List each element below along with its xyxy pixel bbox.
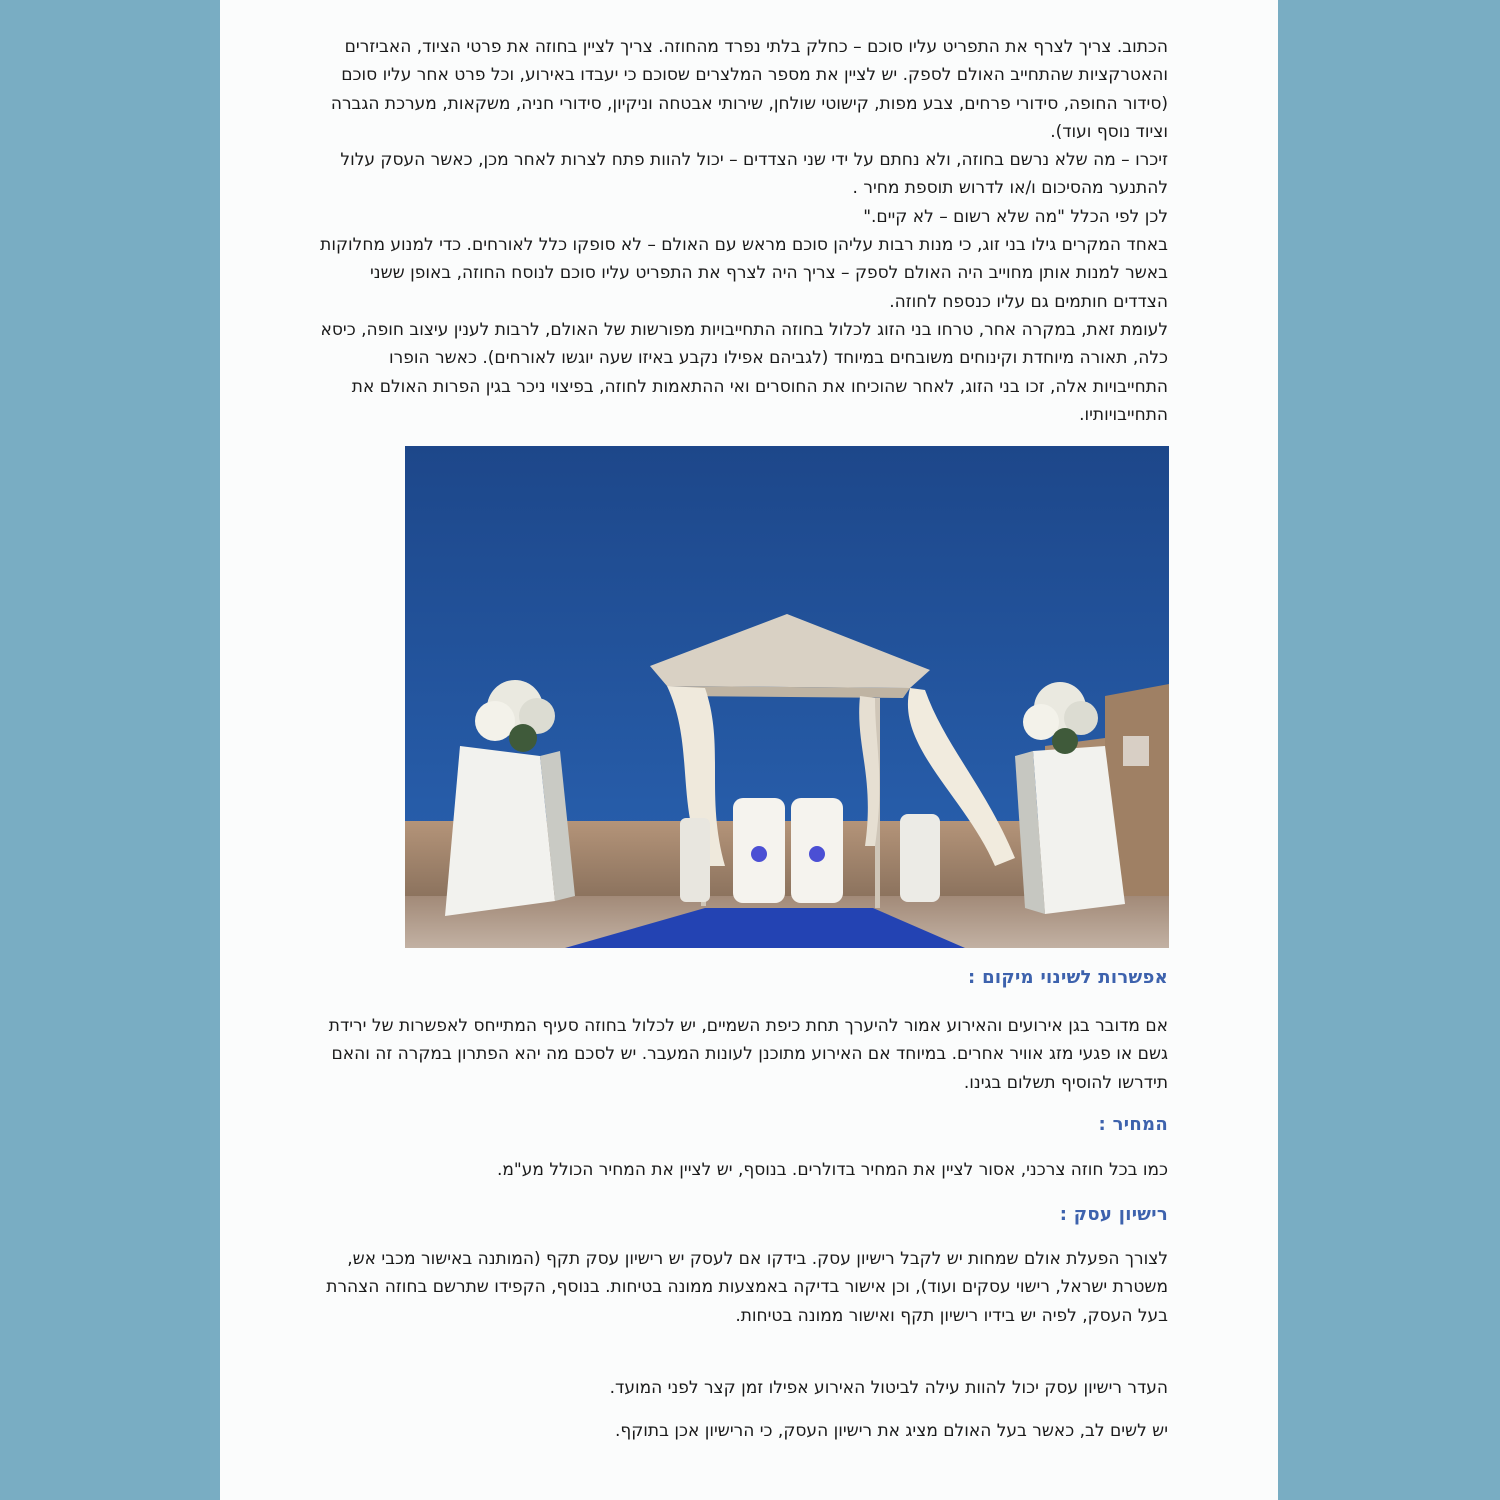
section-body-license: לצורך הפעלת אולם שמחות יש לקבל רישיון עסק. בידקו אם לעסק יש רישיון עסק תקף (המותנה באישור מכבי אש, משטרת ישראל, רישוי עסקים ועוד), וכן אישור בדיקה באמצעות ממונה בטיחות. בנוסף, הקפידו שתרשם בחוזה הצהרת בעל העסק, לפיה יש בידיו רישיון תקף ואישור ממונה בטיחות. <box>326 1249 1168 1326</box>
section-heading-price: המחיר : <box>1098 1114 1168 1135</box>
section-body-location: אם מדובר בגן אירועים והאירוע אמור להיערך תחת כיפת השמיים, יש לכלול בחוזה סעיף המתייחס לאפשרות של ירידת גשם או פגעי מזג אוויר אחרים. במיוחד אם האירוע מתוכנן לעונות המעבר. יש לסכם מה יהא הפתרון במקרה זה והאם תידרשו להוסיף תשלום בגינו. <box>328 1016 1168 1093</box>
section-body-license: העדר רישיון עסק יכול להוות עילה לביטול האירוע אפילו זמן קצר לפני המועד. <box>609 1378 1168 1398</box>
section-heading-location: אפשרות לשינוי מיקום : <box>968 967 1168 988</box>
paragraph: לכן לפי הכלל "מה שלא רשום – לא קיים." <box>863 206 1168 227</box>
section-body-license: יש לשים לב, כאשר בעל האולם מציג את רישיון העסק, כי הרישיון אכן בתוקף. <box>614 1421 1168 1441</box>
document-page <box>220 0 1278 1500</box>
paragraph: זיכרו – מה שלא נרשם בחוזה, ולא נחתם על ידי שני הצדדים – יכול להוות פתח לצרות לאחר מכן, כאשר העסק עלול להתנער מהסיכום ו/או לדרוש תוספת מחיר . <box>340 150 1168 199</box>
section-heading-license: רישיון עסק : <box>1059 1204 1168 1225</box>
wedding-canopy-photo <box>405 446 1169 948</box>
section-body-price: כמו בכל חוזה צרכני, אסור לציין את המחיר בדולרים. בנוסף, יש לציין את המחיר הכולל מע"מ. <box>496 1160 1168 1180</box>
intro-text <box>315 33 1168 429</box>
paragraph: הכתוב. צריך לצרף את התפריט עליו סוכם – כחלק בלתי נפרד מהחוזה. צריך לציין בחוזה את פרטי הציוד, האביזרים והאטרקציות שהתחייב האולם לספק. יש לציין את מספר המלצרים שסוכם כי יעבדו באירוע, וכל פרט אחר עליו סוכם (סידור החופה, סידורי פרחים, צבע מפות, קישוטי שולחן, שירותי אבטחה וניקיון, סידורי חניה, משקאות, מערכת הגברה וציוד נוסף ועוד). <box>330 37 1168 142</box>
paragraph: באחד המקרים גילו בני זוג, כי מנות רבות עליהן סוכם מראש עם האולם – לא סופקו כלל לאורחים. כדי למנוע מחלוקות באשר למנות אותן מחוייב היה האולם לספק – צריך היה לצרף את התפריט עליו סוכם לנוסח החוזה, באופן ששני הצדדים חותמים גם עליו כנספח לחוזה. <box>320 235 1168 312</box>
paragraph: לעומת זאת, במקרה אחר, טרחו בני הזוג לכלול בחוזה התחייבויות מפורשות של האולם, לרבות לענין עיצוב חופה, כיסא כלה, תאורה מיוחדת וקינוחים משובחים במיוחד (לגביהם אפילו נקבע באיזו שעה יוגשו לאורחים). כאשר הופרו התחייבויות אלה, זכו בני הזוג, לאחר שהוכיחו את החוסרים ואי ההתאמות לחוזה, בפיצוי ניכר בגין הפרות האולם את התחייבויותיו. <box>320 319 1168 425</box>
